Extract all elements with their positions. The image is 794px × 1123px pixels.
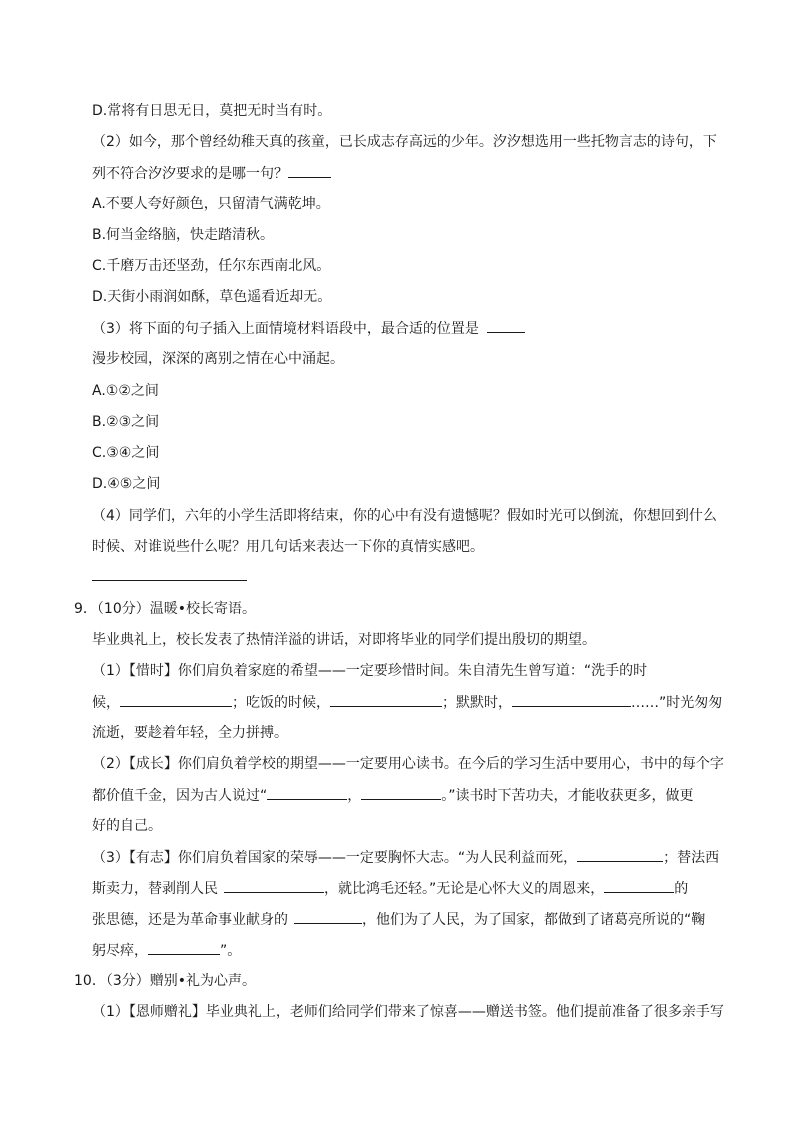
question-3-sentence	[92, 349, 344, 369]
text: 漫步校园，深深的离别之情在心中涌起。	[92, 351, 344, 367]
option-a-line	[92, 194, 330, 214]
question-2-line-1	[92, 132, 717, 152]
question-4-line-1	[92, 506, 717, 526]
question-4-answer-line[interactable]	[92, 566, 247, 581]
text: D.④⑤之间	[92, 476, 161, 492]
text: ，就比鸿毛还轻。”无论是心怀大义的周恩来，	[324, 881, 605, 897]
option-d-line-2	[92, 287, 331, 307]
text: ”。	[220, 943, 242, 959]
question-4-line-2	[92, 537, 484, 557]
text: ；替法西	[663, 850, 720, 866]
text: C.③④之间	[92, 445, 160, 461]
option-c-line	[92, 256, 330, 276]
text: 流逝，要趁着年轻，全力拼搏。	[92, 725, 288, 741]
text: 躬尽瘁，	[92, 943, 148, 959]
answer-blank[interactable]	[288, 163, 331, 178]
text: 斯卖力，替剥削人民	[92, 881, 218, 897]
question-9-1-line-1	[92, 661, 647, 681]
text: ；默默时，	[442, 695, 512, 711]
text: D.天街小雨润如酥，草色遥看近却无。	[92, 289, 332, 305]
answer-blank[interactable]	[120, 692, 232, 707]
text: 毕业典礼上，校长发表了热情洋溢的讲话，对即将毕业的同学们提出殷切的期望。	[92, 632, 596, 648]
text: （3）将下面的句子插入上面情境材料语段中，最合适的位置是	[92, 321, 479, 337]
text: C.千磨万击还坚劲，任尔东西南北风。	[92, 258, 331, 274]
text: （2）【成长】你们肩负着学校的期望——一定要用心读书。在今后的学习生活中要用心，书中的每个字	[92, 756, 724, 772]
answer-blank[interactable]	[361, 785, 441, 800]
option-c-position	[92, 443, 159, 463]
text: ……”时光匆匆	[631, 695, 723, 711]
question-9-1-line-2	[92, 692, 722, 713]
text: D.常将有日思无日，莫把无时当有时。	[92, 103, 332, 119]
answer-blank[interactable]	[577, 847, 663, 862]
question-9-3-line-3	[92, 909, 705, 930]
question-9-3-line-4	[92, 940, 241, 961]
answer-blank[interactable]	[512, 692, 631, 707]
question-3-line	[92, 318, 525, 339]
text: （3）【有志】你们肩负着国家的荣辱——一定要胸怀大志。“为人民利益而死，	[92, 850, 578, 866]
text: 张思德，还是为革命事业献身的	[92, 912, 288, 928]
text: 列不符合汐汐要求的是哪一句？	[92, 166, 288, 182]
text: （4）同学们，六年的小学生活即将结束，你的心中有没有遗憾呢？假如时光可以倒流，你想回到什么	[92, 508, 717, 524]
text: （1）【惜时】你们肩负着家庭的希望——一定要珍惜时间。朱自清先生曾写道：“洗手的时	[92, 663, 648, 679]
option-d-position	[92, 474, 160, 494]
text: 。”读书时下苦功夫，才能收获更多，做更	[441, 788, 694, 804]
text: ，	[347, 788, 362, 804]
question-9-intro	[92, 630, 596, 650]
answer-blank[interactable]	[267, 785, 347, 800]
question-9-title	[74, 599, 256, 619]
answer-blank[interactable]	[224, 878, 324, 893]
question-9-3-line-1	[92, 847, 719, 868]
text: 都价值千金，因为古人说过“	[92, 788, 268, 804]
text: 10．（3分）赠别•礼为心声。	[74, 973, 256, 989]
question-10-1-line	[92, 1002, 724, 1022]
question-9-2-line-3	[92, 816, 162, 836]
option-d-line	[92, 101, 331, 121]
text: （1）【恩师赠礼】毕业典礼上，老师们给同学们带来了惊喜——赠送书签。他们提前准备了很多亲手写	[92, 1004, 724, 1020]
text: （2）如今，那个曾经幼稚天真的孩童，已长成志存高远的少年。汐汐想选用一些托物言志的诗句，下	[92, 134, 717, 150]
answer-blank[interactable]	[487, 318, 525, 333]
text: A.①②之间	[92, 383, 159, 399]
question-9-3-line-2	[92, 878, 688, 899]
question-10-title	[74, 971, 256, 991]
option-b-line	[92, 225, 274, 245]
answer-blank[interactable]	[604, 878, 674, 893]
text: A.不要人夸好颜色，只留清气满乾坤。	[92, 196, 330, 212]
text: 的	[674, 881, 689, 897]
question-2-line-2	[92, 163, 331, 184]
answer-blank[interactable]	[294, 909, 362, 924]
text: ；吃饭的时候，	[232, 695, 330, 711]
option-a-position	[92, 381, 159, 401]
text: B.②③之间	[92, 414, 160, 430]
question-9-2-line-2	[92, 785, 694, 806]
question-9-2-line-1	[92, 754, 724, 774]
question-9-1-line-3	[92, 723, 288, 743]
text: ，他们为了人民，为了国家，都做到了诸葛亮所说的“鞠	[362, 912, 706, 928]
text: 候，	[92, 695, 120, 711]
answer-blank[interactable]	[148, 940, 220, 955]
text: B.何当金络脑，快走踏清秋。	[92, 227, 275, 243]
option-b-position	[92, 412, 159, 432]
text: 好的自己。	[92, 818, 162, 834]
text: 时候、对谁说些什么呢？用几句话来表达一下你的真情实感吧。	[92, 539, 484, 555]
text: 9．（10分）温暖•校长寄语。	[74, 601, 256, 617]
answer-blank[interactable]	[330, 692, 442, 707]
